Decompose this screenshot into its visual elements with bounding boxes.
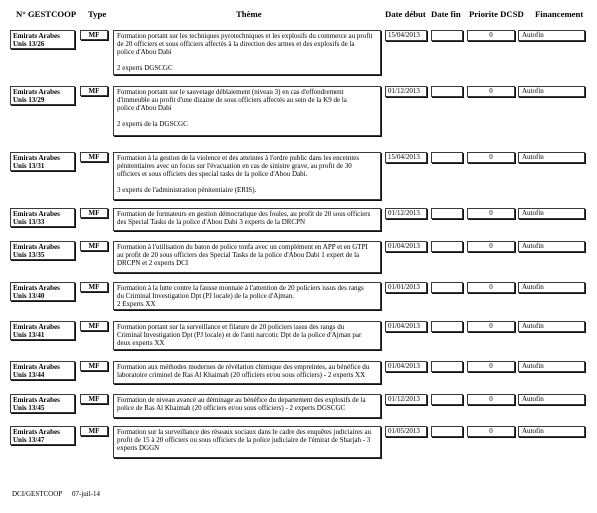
gestcoop-cell <box>10 86 75 105</box>
date-debut-cell: 01/12/2013 <box>385 208 427 219</box>
type-cell: MF <box>80 394 108 404</box>
type-cell: MF <box>80 426 108 436</box>
country-name: Emirats Arabes Unis <box>13 88 60 104</box>
record-row <box>0 426 590 458</box>
date-debut-cell: 01/01/2013 <box>385 282 427 293</box>
header-priorite: Priorite DCSD <box>469 9 524 19</box>
type-cell: MF <box>80 282 108 292</box>
theme-cell: Formation à la lutte contre la fausse monnaie à l'attention de 20 policiers issus des rangs du Criminal Investigation Dpt (PJ locale) de la police d'Ajman. 2 Experts XX <box>113 282 381 310</box>
date-fin-cell <box>431 361 463 372</box>
priorite-cell: 0 <box>467 152 515 163</box>
priorite-cell: 0 <box>467 208 515 219</box>
record-row <box>0 361 590 384</box>
priorite-cell: 0 <box>467 361 515 372</box>
country-name: Emirats Arabes Unis <box>13 428 60 444</box>
date-debut-cell: 01/12/2013 <box>385 394 427 405</box>
date-debut-cell: 15/04/2013 <box>385 30 427 41</box>
gestcoop-cell <box>10 426 75 445</box>
gestcoop-number: 13/45 <box>28 404 45 412</box>
gestcoop-cell <box>10 321 75 340</box>
gestcoop-cell <box>10 241 75 260</box>
date-fin-cell <box>431 426 463 437</box>
gestcoop-cell <box>10 30 75 49</box>
financement-cell: Autofin <box>518 241 585 252</box>
header-date-fin: Date fin <box>431 9 461 19</box>
type-cell: MF <box>80 208 108 218</box>
gestcoop-cell <box>10 394 75 413</box>
date-fin-cell <box>431 282 463 293</box>
country-name: Emirats Arabes Unis <box>13 32 60 48</box>
priorite-cell: 0 <box>467 282 515 293</box>
gestcoop-cell <box>10 208 75 227</box>
record-row <box>0 321 590 350</box>
priorite-cell: 0 <box>467 321 515 332</box>
gestcoop-cell <box>10 152 75 171</box>
type-cell: MF <box>80 86 108 96</box>
footer-source: DCI/GESTCOOP <box>12 490 63 498</box>
theme-cell: Formation aux méthodes modernes de révélation chimique des empreintes, au bénéfice du laboratoire criminel de Ras Al Khaimah (20 officiers et/ou sous officiers) - 2 experts XX <box>113 361 381 384</box>
gestcoop-number: 13/40 <box>28 292 45 300</box>
country-name: Emirats Arabes Unis <box>13 396 60 412</box>
date-debut-cell: 01/04/2013 <box>385 361 427 372</box>
header-gestcoop: N° GESTCOOP <box>16 9 77 19</box>
type-cell: MF <box>80 241 108 251</box>
country-name: Emirats Arabes Unis <box>13 284 60 300</box>
country-name: Emirats Arabes Unis <box>13 363 60 379</box>
table-header <box>0 0 597 24</box>
date-debut-cell: 01/04/2013 <box>385 241 427 252</box>
date-fin-cell <box>431 321 463 332</box>
record-row <box>0 241 590 273</box>
financement-cell: Autofin <box>518 30 585 41</box>
financement-cell: Autofin <box>518 361 585 372</box>
type-cell: MF <box>80 321 108 331</box>
financement-cell: Autofin <box>518 394 585 405</box>
gestcoop-cell <box>10 282 75 301</box>
theme-cell: Formation à l'utilisation du baton de police tonfa avec un complément en APP et en GTPI au profit de 20 sous officiers des Special Tasks de la police d'Abou Dabi 1 expert de la DRCPN et 2 experts DCI <box>113 241 381 273</box>
priorite-cell: 0 <box>467 241 515 252</box>
gestcoop-number: 13/33 <box>28 218 45 226</box>
footer-date: 07-juil-14 <box>72 490 100 498</box>
date-debut-cell: 01/04/2013 <box>385 321 427 332</box>
type-cell: MF <box>80 361 108 371</box>
header-theme: Thème <box>236 9 262 19</box>
date-fin-cell <box>431 86 463 97</box>
record-row <box>0 30 590 75</box>
theme-cell: Formation de niveau avancé au déminage au bénéfice du departement des explosifs de la police de Ras Al Khaimah (20 officiers et/ou sous officiers) - 2 experts DGSCGC <box>113 394 381 418</box>
country-name: Emirats Arabes Unis <box>13 323 60 339</box>
theme-cell: Formation portant sur la surveillance et filature de 20 policiers issus des rangs du Criminal Investigation Dpt (PJ locale) et de l'anti narcotic Dpt de la police d'Ajman par deux experts XX <box>113 321 381 350</box>
date-debut-cell: 15/04/2013 <box>385 152 427 163</box>
date-fin-cell <box>431 208 463 219</box>
gestcoop-number: 13/31 <box>28 162 45 170</box>
gestcoop-number: 13/44 <box>28 371 45 379</box>
record-row <box>0 86 590 136</box>
date-fin-cell <box>431 30 463 41</box>
date-debut-cell: 01/12/2013 <box>385 86 427 97</box>
financement-cell: Autofin <box>518 282 585 293</box>
priorite-cell: 0 <box>467 86 515 97</box>
priorite-cell: 0 <box>467 426 515 437</box>
gestcoop-number: 13/29 <box>28 96 45 104</box>
priorite-cell: 0 <box>467 394 515 405</box>
type-cell: MF <box>80 30 108 40</box>
record-row <box>0 394 590 418</box>
header-type: Type <box>88 9 107 19</box>
theme-cell: Formation portant sur les techniques pyrotechniques et les explosifs du commerce au profit de 20 officiers et sous officiers affectés à la direction des armes et des explosifs de la police d'Abou Dabi 2 experts DGSCGC <box>113 30 381 75</box>
gestcoop-number: 13/47 <box>28 436 45 444</box>
date-fin-cell <box>431 152 463 163</box>
theme-cell: Formation de formateurs en gestion démocratique des foules, au profit de 20 sous officiers des Special Tasks de la police d'Abou Dabi 3 experts de la DRCPN <box>113 208 381 231</box>
financement-cell: Autofin <box>518 208 585 219</box>
date-debut-cell: 01/05/2013 <box>385 426 427 437</box>
financement-cell: Autofin <box>518 152 585 163</box>
priorite-cell: 0 <box>467 30 515 41</box>
record-row <box>0 282 590 310</box>
type-cell: MF <box>80 152 108 162</box>
record-row <box>0 208 590 231</box>
header-financement: Financement <box>535 9 584 19</box>
financement-cell: Autofin <box>518 321 585 332</box>
country-name: Emirats Arabes Unis <box>13 154 60 170</box>
gestcoop-number: 13/41 <box>28 331 45 339</box>
header-date-debut: Date début <box>385 9 426 19</box>
theme-cell: Formation à la gestion de la violence et des atteintes à l'ordre public dans les enceintes pénitentiaires avec un focus sur l'évacuation en cas de sinistre grave, au profit de 30 officiers et sous officiers des special tasks de la police d'Abou Dabi. 3 experts de l'administration pénitentiaire (ERIS). <box>113 152 381 200</box>
country-name: Emirats Arabes Unis <box>13 210 60 226</box>
date-fin-cell <box>431 394 463 405</box>
date-fin-cell <box>431 241 463 252</box>
record-row <box>0 152 590 200</box>
gestcoop-number: 13/35 <box>28 251 45 259</box>
financement-cell: Autofin <box>518 86 585 97</box>
gestcoop-number: 13/26 <box>28 40 45 48</box>
gestcoop-cell <box>10 361 75 380</box>
country-name: Emirats Arabes Unis <box>13 243 60 259</box>
theme-cell: Formation portant sur le sauvetage déblaiement (niveau 3) en cas d'effondrement d'immeuble au profit d'une dizaine de sous officiers affectés au sein de la K9 de la police d'Abou Dabi 2 experts de la DGSCGC <box>113 86 381 136</box>
financement-cell: Autofin <box>518 426 585 437</box>
theme-cell: Formation sur la surveillance des réseaux sociaux dans le cadre des enquêtes judiciaires au profit de 15 à 20 officiers ou sous officiers de la police judiciaire de l'émirat de Sharjah - 3 experts DGGN <box>113 426 381 458</box>
